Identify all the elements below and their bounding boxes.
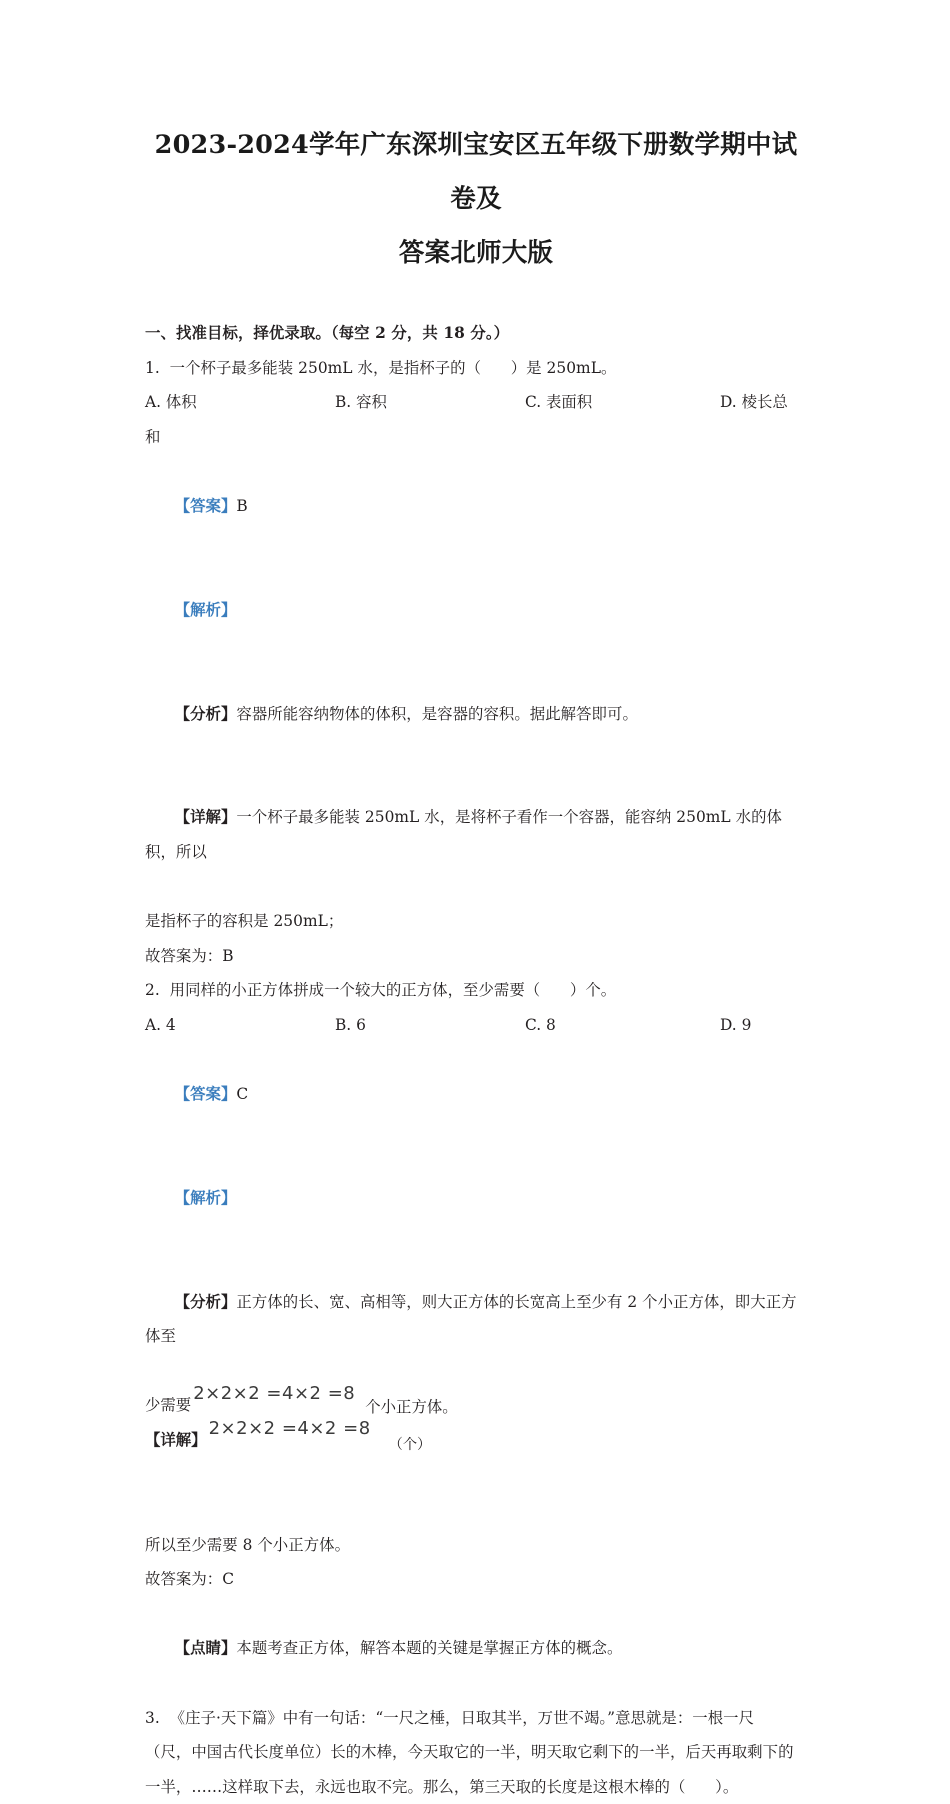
- page-title: [145, 118, 807, 280]
- analysis-marker: 【解析】: [174, 600, 237, 619]
- question-3-stem-line-2: （尺，中国古代长度单位）长的木棒，今天取它的一半，明天取它剩下的一半，后天再取剩下的: [145, 1743, 794, 1762]
- question-1-stem: 1. 一个杯子最多能装 250mL 水，是指杯子的（ ）是 250mL。: [145, 358, 617, 377]
- question-2-options: [145, 1008, 807, 1043]
- question-2-detail-equation-unit: （个）: [388, 1437, 432, 1453]
- question-2-analysis-text-2-pre: 少需要: [145, 1396, 192, 1415]
- question-2-option-c[interactable]: C. 8: [525, 1015, 556, 1034]
- equation-trailing-space: [145, 1459, 807, 1528]
- question-2-analysis-head: [145, 1146, 807, 1250]
- question-2-conclusion: 故答案为：C: [145, 1570, 235, 1589]
- question-1-option-c[interactable]: C. 表面积: [525, 393, 593, 412]
- document-body: [145, 118, 807, 1804]
- question-2-highlight-text: 本题考查正方体，解答本题的关键是掌握正方体的概念。: [236, 1639, 623, 1658]
- question-3-stem-line-1: 3. 《庄子·天下篇》中有一句话：“一尺之棰，日取其半，万世不竭。”意思就是：一根一尺: [145, 1708, 755, 1727]
- question-2-detail-line: [145, 1418, 807, 1459]
- page-title-line-1: 2023-2024学年广东深圳宝安区五年级下册数学期中试卷及: [154, 130, 798, 214]
- question-1-conclusion: 故答案为：B: [145, 946, 234, 965]
- question-2-analysis-equation: 2×2×2 =4×2 =8: [193, 1383, 356, 1405]
- analysis-label: 【分析】: [174, 1292, 237, 1311]
- question-2-analysis-text-2-post: 个小正方体。: [365, 1398, 458, 1417]
- highlight-label: 【点睛】: [174, 1639, 237, 1658]
- question-1-analysis-text: 容器所能容纳物体的体积，是容器的容积。据此解答即可。: [236, 704, 638, 723]
- question-2-highlight: [145, 1597, 807, 1701]
- question-1-option-a[interactable]: A. 体积: [145, 393, 197, 412]
- question-2-answer: [145, 1042, 807, 1146]
- question-1-detail-line-1: [145, 766, 807, 904]
- question-1-detail-line-2: 是指杯子的容积是 250mL；: [145, 912, 344, 931]
- detail-label: 【详解】: [174, 808, 237, 827]
- question-2-detail-equation: 2×2×2 =4×2 =8: [208, 1418, 371, 1439]
- analysis-label: 【分析】: [174, 704, 237, 723]
- question-1-detail-text-1: 一个杯子最多能装 250mL 水，是将杯子看作一个容器，能容纳 250mL 水的体积，所以: [145, 808, 782, 861]
- question-3-stem-line-3: 一半，……这样取下去，永远也取不完。那么，第三天取的长度是这根木棒的（ ）。: [145, 1777, 739, 1796]
- question-1-answer-value: B: [236, 496, 248, 515]
- analysis-marker: 【解析】: [174, 1188, 237, 1207]
- section-heading: 一、找准目标，择优录取。（每空 2 分，共 18 分。）: [145, 324, 510, 342]
- question-2-analysis-text-1: 正方体的长、宽、高相等，则大正方体的长宽高上至少有 2 个小正方体，即大正方体至: [145, 1292, 797, 1346]
- question-1-option-b[interactable]: B. 容积: [335, 393, 387, 412]
- page-title-line-2: 答案北师大版: [398, 238, 554, 268]
- question-1-answer: [145, 454, 807, 558]
- question-1-option-d[interactable]: D. 棱长总: [720, 393, 788, 412]
- question-2-option-a[interactable]: A. 4: [145, 1015, 176, 1034]
- question-1-option-d-wrap: 和: [145, 427, 161, 446]
- question-2-detail-followup: 所以至少需要 8 个小正方体。: [145, 1535, 351, 1554]
- question-2-analysis-line-1: [145, 1250, 807, 1388]
- answer-marker: 【答案】: [174, 1085, 237, 1104]
- answer-marker: 【答案】: [174, 496, 237, 515]
- question-2-option-b[interactable]: B. 6: [335, 1015, 366, 1034]
- question-2-answer-value: C: [236, 1085, 249, 1104]
- question-1-analysis-head: [145, 558, 807, 662]
- question-1-analysis: [145, 662, 807, 766]
- detail-label: 【详解】: [145, 1431, 207, 1449]
- question-1-options: [145, 385, 807, 420]
- question-2-stem: 2. 用同样的小正方体拼成一个较大的正方体，至少需要（ ）个。: [145, 981, 617, 1000]
- question-2-option-d[interactable]: D. 9: [720, 1015, 752, 1034]
